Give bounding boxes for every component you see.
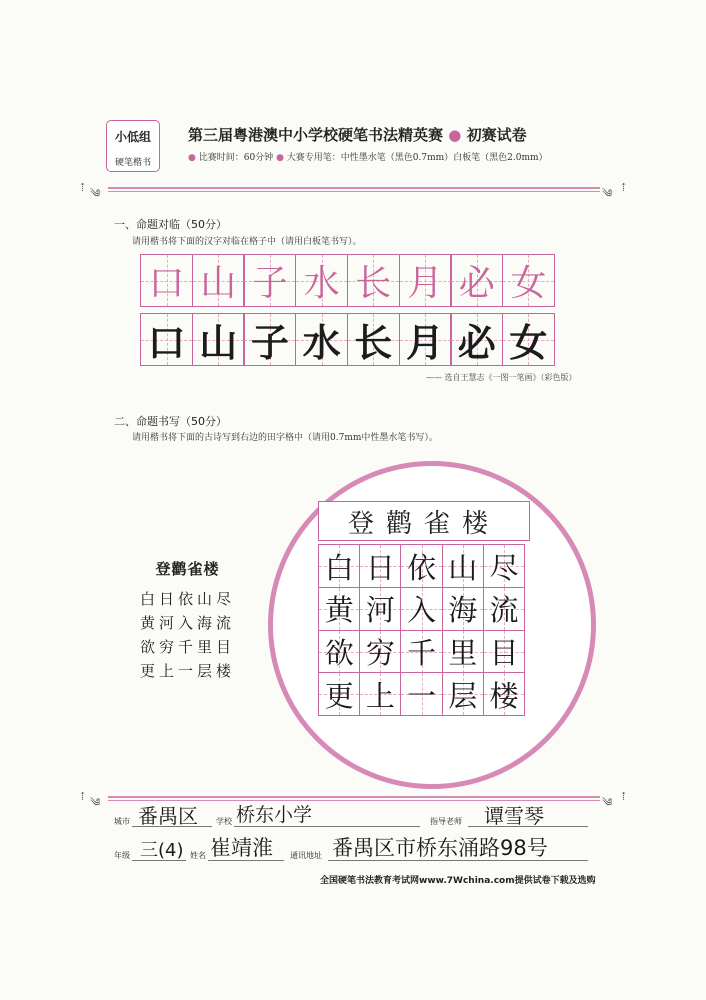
city-label: 城市 (114, 817, 130, 826)
model-char-cell (502, 254, 555, 307)
model-char: 水 (303, 263, 340, 304)
grade-label: 年级 (114, 851, 130, 860)
written-char-row (140, 313, 554, 366)
answer-cell (483, 630, 525, 674)
model-char: 月 (407, 263, 444, 304)
bottom-divider (108, 796, 600, 798)
pen-label: 大赛专用笔：中性墨水笔（黑色0.7mm）白板笔（黑色2.0mm） (286, 153, 548, 163)
address-value: 番禺区市桥东涌路98号 (332, 836, 548, 860)
group-badge (106, 120, 160, 172)
section2-heading: 二、命题书写（50分） (114, 415, 227, 428)
teacher-label: 指导老师 (430, 817, 462, 826)
answer-cell (318, 672, 360, 716)
written-char-cell (295, 313, 348, 366)
arrow-up-icon: ⇡ (619, 181, 629, 194)
swirl-icon: ༄ (90, 187, 101, 200)
written-char: 女 (509, 321, 548, 365)
answer-grid (318, 544, 530, 715)
written-char: 山 (199, 321, 238, 365)
exam-info (188, 150, 548, 163)
answer-row (318, 630, 530, 673)
answer-char: 上 (365, 678, 395, 713)
written-char-cell (399, 313, 452, 366)
written-char: 子 (250, 321, 289, 365)
title-dot: ● (443, 126, 467, 144)
title-main: 第三届粤港澳中小学校硬笔书法精英赛 (188, 126, 444, 144)
name-line (208, 860, 284, 861)
answer-char: 依 (407, 550, 437, 585)
arrow-up-icon: ⇡ (78, 181, 88, 194)
answer-char: 河 (365, 593, 395, 628)
model-char: 长 (355, 263, 392, 304)
written-char: 水 (302, 321, 341, 365)
bullet-icon: ● (188, 153, 196, 163)
model-char-cell (450, 254, 503, 307)
model-char: 必 (458, 263, 495, 304)
written-char: 口 (147, 321, 186, 365)
top-divider-thin (108, 191, 600, 192)
section1-heading: 一、命题对临（50分） (114, 218, 227, 231)
answer-cell (442, 672, 484, 716)
answer-cell (318, 544, 360, 588)
address-label: 通讯地址 (290, 851, 322, 860)
arrow-up-icon: ⇡ (78, 790, 88, 803)
answer-cell (400, 672, 442, 716)
answer-char: 层 (448, 678, 478, 713)
answer-cell (359, 672, 401, 716)
swirl-icon: ༄ (602, 187, 613, 200)
answer-char: 尽 (489, 550, 519, 585)
answer-char: 穷 (365, 636, 395, 671)
answer-cell (400, 587, 442, 631)
model-char-cell (295, 254, 348, 307)
answer-char: 白 (324, 550, 354, 585)
written-char: 必 (457, 321, 496, 365)
answer-title-box (318, 501, 530, 541)
badge-group: 小低组 (114, 130, 151, 144)
model-char: 山 (200, 263, 237, 304)
written-char-cell (450, 313, 503, 366)
answer-char: 海 (448, 593, 478, 628)
model-char-cell (243, 254, 296, 307)
answer-cell (400, 630, 442, 674)
model-char-row (140, 254, 554, 307)
answer-char: 楼 (489, 678, 519, 713)
school-line (234, 826, 420, 827)
poem-title: 登鹳雀楼 (155, 560, 220, 578)
answer-cell (318, 630, 360, 674)
answer-cell (442, 544, 484, 588)
title-suffix: 初赛试卷 (466, 126, 527, 144)
answer-char: 欲 (324, 636, 354, 671)
model-char-cell (399, 254, 452, 307)
page-title (188, 124, 527, 145)
badge-category: 硬笔楷书 (114, 158, 151, 168)
answer-cell (442, 587, 484, 631)
answer-cell (483, 672, 525, 716)
answer-cell (483, 544, 525, 588)
answer-cell (318, 587, 360, 631)
written-char: 月 (406, 321, 445, 365)
poem-line: 白日依山尽 (140, 590, 236, 608)
answer-row (318, 672, 530, 715)
swirl-icon: ༄ (602, 796, 613, 809)
answer-char: 入 (407, 593, 437, 628)
model-char: 口 (148, 263, 185, 304)
answer-cell (442, 630, 484, 674)
model-char-cell (347, 254, 400, 307)
arrow-up-icon: ⇡ (619, 790, 629, 803)
answer-char: 日 (365, 550, 395, 585)
time-label: 比赛时间：60分钟 (198, 153, 274, 163)
school-value: 桥东小学 (236, 804, 313, 826)
top-divider (108, 187, 600, 189)
section2-note: 请用楷书将下面的古诗写到右边的田字格中（请用0.7mm中性墨水笔书写）。 (132, 433, 438, 443)
answer-cell (400, 544, 442, 588)
answer-char: 一 (407, 678, 437, 713)
answer-char: 黄 (324, 593, 354, 628)
source-citation: —— 选自王慧志《一图一笔画》（彩色版） (426, 373, 577, 382)
written-char-cell (347, 313, 400, 366)
answer-cell (359, 630, 401, 674)
poem-line: 欲穷千里目 (140, 638, 236, 656)
written-char-cell (243, 313, 296, 366)
name-value: 崔靖淮 (210, 836, 273, 860)
model-char: 女 (510, 263, 547, 304)
poem-line: 更上一层楼 (140, 662, 236, 680)
answer-char: 更 (324, 678, 354, 713)
answer-title: 登鹳雀楼 (347, 508, 500, 539)
swirl-icon: ༄ (90, 796, 101, 809)
answer-cell (483, 587, 525, 631)
answer-char: 里 (448, 636, 478, 671)
bullet-icon: ● (276, 153, 284, 163)
model-char: 子 (251, 263, 288, 304)
city-value: 番禺区 (138, 804, 198, 828)
section1-note: 请用楷书将下面的汉字对临在格子中（请用白板笔书写）。 (132, 237, 362, 247)
address-line (328, 860, 588, 861)
teacher-value: 谭雪琴 (484, 804, 544, 828)
answer-row (318, 587, 530, 630)
model-char-cell (192, 254, 245, 307)
answer-char: 流 (489, 593, 519, 628)
model-char-cell (140, 254, 193, 307)
written-char-cell (140, 313, 193, 366)
teacher-line (468, 826, 588, 827)
city-line (132, 826, 212, 827)
school-label: 学校 (216, 817, 232, 826)
answer-char: 目 (489, 636, 519, 671)
written-char: 长 (354, 321, 393, 365)
written-char-cell (502, 313, 555, 366)
footer-note: 全国硬笔书法教育考试网www.7Wchina.com提供试卷下载及选购 (320, 876, 596, 886)
grade-value: 三(4) (140, 840, 184, 861)
answer-cell (359, 544, 401, 588)
written-char-cell (192, 313, 245, 366)
answer-cell (359, 587, 401, 631)
answer-row (318, 544, 530, 587)
grade-line (132, 860, 186, 861)
answer-char: 山 (448, 550, 478, 585)
poem-line: 黄河入海流 (140, 614, 236, 632)
answer-char: 千 (407, 636, 437, 671)
poem-reference (140, 558, 235, 683)
name-label: 姓名 (190, 851, 206, 860)
